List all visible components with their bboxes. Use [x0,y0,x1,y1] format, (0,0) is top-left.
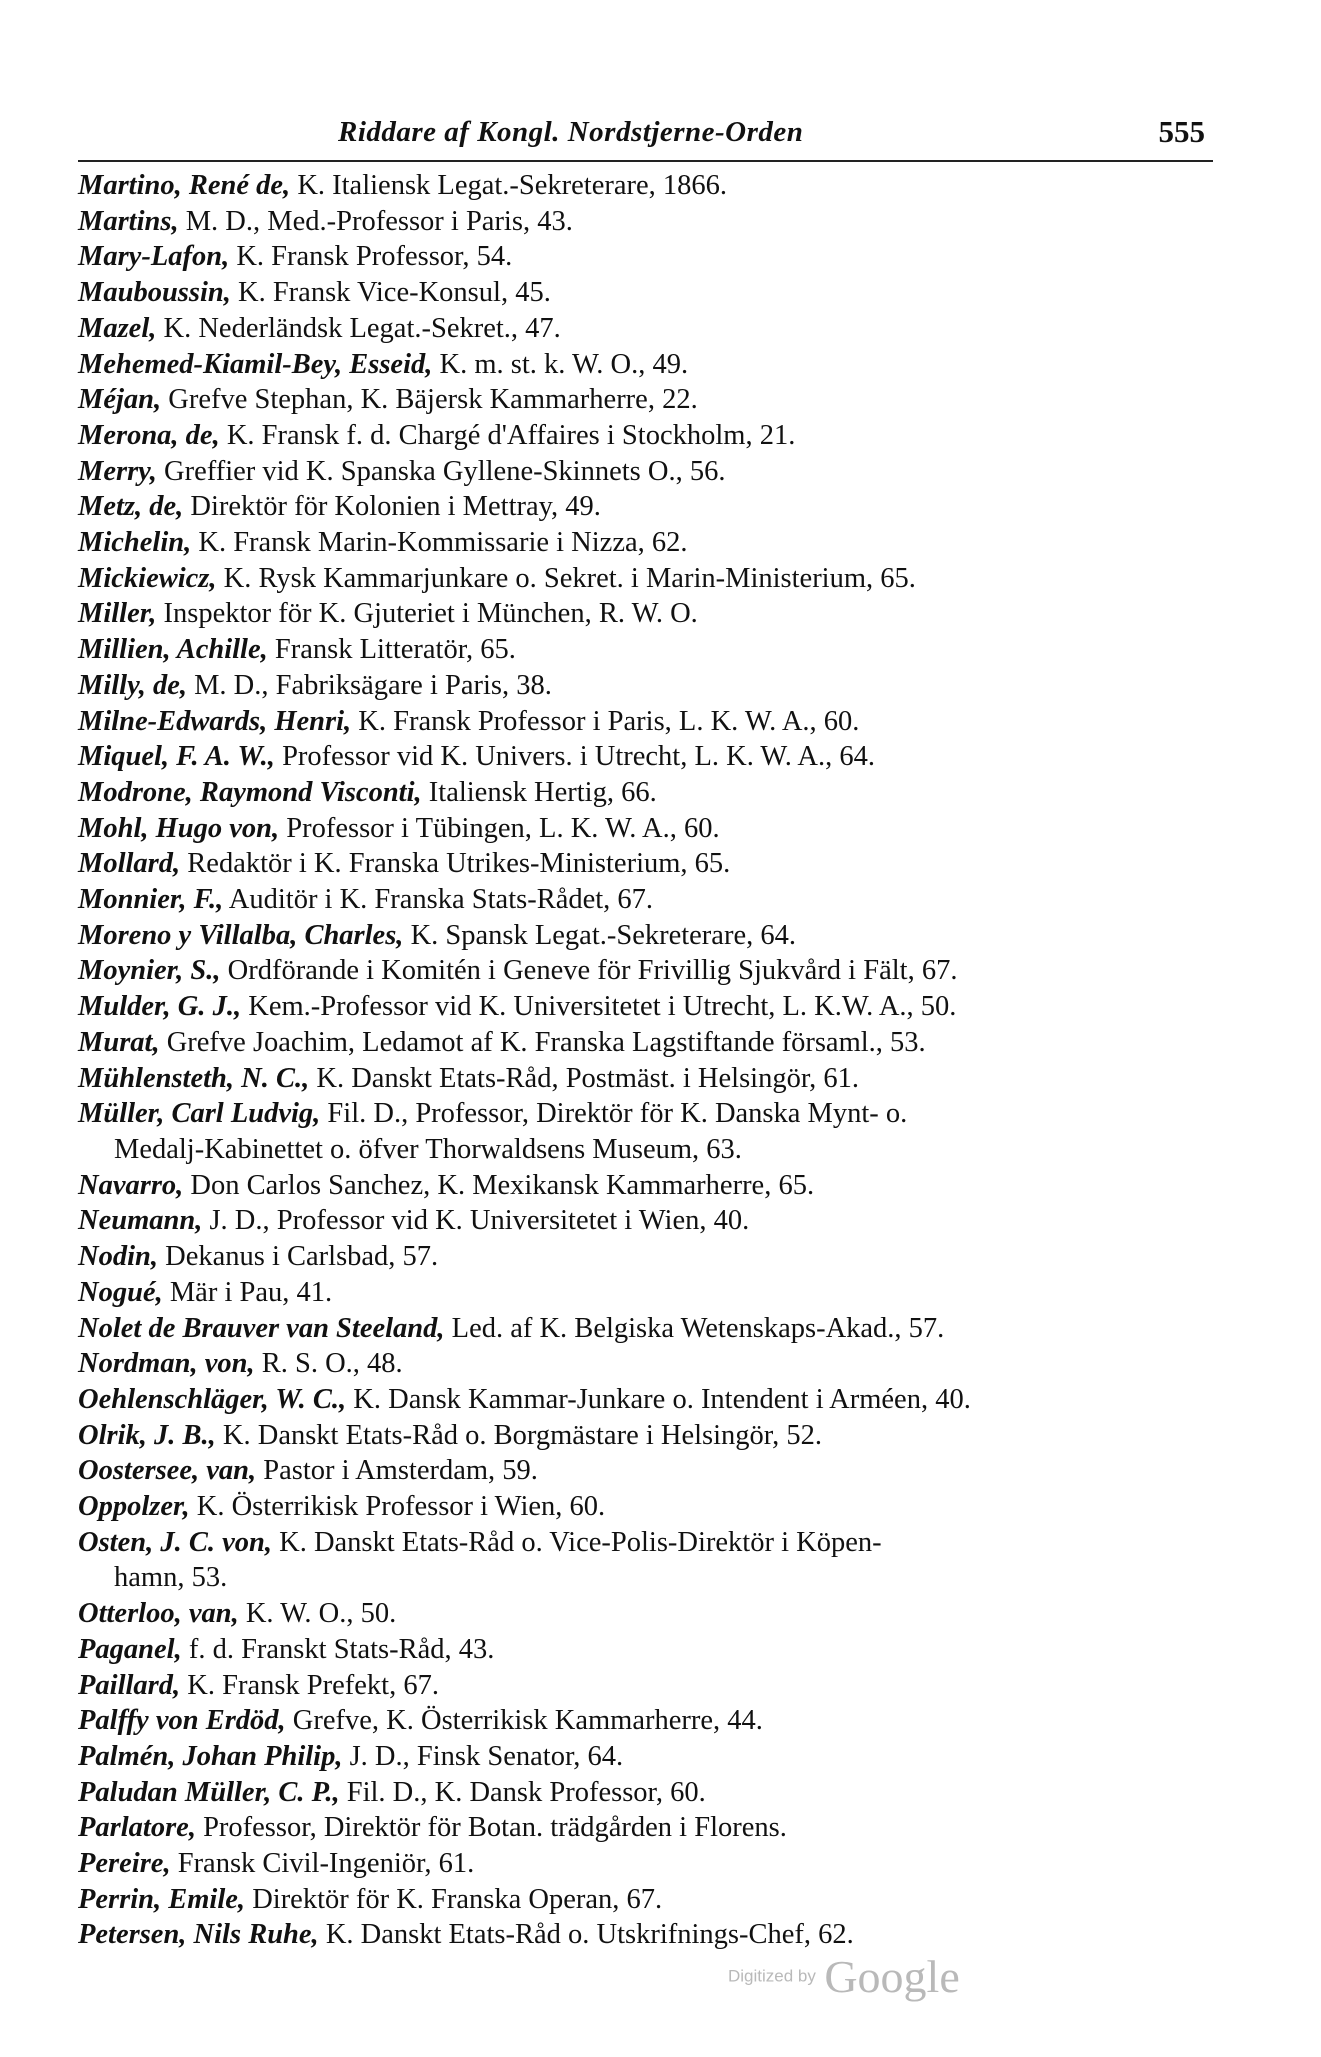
entry [78,1632,1213,1668]
entry [78,989,1213,1025]
entry-name: Nordman, von, [78,1348,255,1380]
entry [78,1810,1213,1846]
entry-text: K. Fransk Professor, 54. [229,241,513,273]
entry-text: Grefve, K. Österrikisk Kammarherre, 44. [285,1705,763,1737]
entry-list [78,168,1213,1953]
entry [78,275,1213,311]
entry-text: Professor i Tübingen, L. K. W. A., 60. [279,812,720,844]
entry-name: Merry, [78,455,157,487]
entry [78,1061,1213,1097]
entry [78,953,1213,989]
entry [78,882,1213,918]
entry [78,1203,1213,1239]
entry [78,1703,1213,1739]
entry [78,596,1213,632]
entry-name: Miller, [78,598,157,630]
entry [78,489,1213,525]
entry [78,1668,1213,1704]
entry-name: Pereire, [78,1848,171,1880]
entry-name: Moynier, S., [78,955,221,987]
entry-text: Redaktör i K. Franska Utrikes-Ministerium, 65. [180,848,731,880]
entry [78,561,1213,597]
entry-text: Professor, Direktör för Botan. trädgården i Florens. [195,1812,787,1844]
entry [78,1239,1213,1275]
entry-text: Ordförande i Komitén i Geneve för Frivillig Sjukvård i Fält, 67. [220,955,958,987]
entry-name: Millien, Achille, [78,634,268,666]
entry-name: Milly, de, [78,669,187,701]
entry-text: R. S. O., 48. [254,1348,403,1380]
entry-text: K. Nederländsk Legat.-Sekret., 47. [156,312,561,344]
entry-text: K. Fransk f. d. Chargé d'Affaires i Stockholm, 21. [219,419,796,451]
entry-text: K. Danskt Etats-Råd o. Vice-Polis-Direktör i Köpen- [271,1526,882,1558]
entry-text: Dekanus i Carlsbad, 57. [157,1241,439,1273]
entry-name: Müller, Carl Ludvig, [78,1098,321,1130]
entry [78,347,1213,383]
entry-name: Mauboussin, [78,277,231,309]
entry [78,454,1213,490]
entry-text: Fil. D., Professor, Direktör för K. Danska Mynt- o. [320,1098,908,1130]
entry-text: M. D., Med.-Professor i Paris, 43. [178,205,573,237]
entry [78,1882,1213,1918]
entry-name: Méjan, [78,384,162,416]
entry-name: Mickiewicz, [78,562,217,594]
entry [78,204,1213,240]
entry [78,1775,1213,1811]
book-page [78,110,1213,1953]
entry-text: Kem.-Professor vid K. Universitetet i Utrecht, L. K.W. A., 50. [241,991,957,1023]
entry-name: Nolet de Brauver van Steeland, [78,1312,445,1344]
entry-name: Mehemed-Kiamil-Bey, Esseid, [78,348,433,380]
entry-name: Petersen, Nils Ruhe, [78,1919,319,1951]
entry-continuation: hamn, 53. [114,1562,228,1594]
entry-name: Milne-Edwards, Henri, [78,705,352,737]
entry-name: Merona, de, [78,419,220,451]
entry [78,418,1213,454]
entry-text: Professor vid K. Univers. i Utrecht, L. K. W. A., 64. [274,741,875,773]
entry-name: Paillard, [78,1669,181,1701]
entry-name: Mazel, [78,312,157,344]
entry-text: Fil. D., K. Dansk Professor, 60. [339,1776,706,1808]
entry [78,1739,1213,1775]
entry-text: K. Fransk Vice-Konsul, 45. [230,277,551,309]
entry [78,1346,1213,1382]
entry-name: Mulder, G. J., [78,991,242,1023]
entry-text: Fransk Civil-Ingeniör, 61. [170,1848,475,1880]
entry [78,1917,1213,1953]
entry [78,1382,1213,1418]
entry [78,239,1213,275]
entry-name: Mohl, Hugo von, [78,812,280,844]
entry-text: Grefve Joachim, Ledamot af K. Franska Lagstiftande församl., 53. [159,1026,926,1058]
entry-text: Don Carlos Sanchez, K. Mexikansk Kammarherre, 65. [183,1169,815,1201]
entry-text: K. W. O., 50. [238,1598,397,1630]
entry-text: Grefve Stephan, K. Bäjersk Kammarherre, 22. [161,384,698,416]
entry [78,1489,1213,1525]
entry [78,1096,1213,1167]
entry-text: Direktör för Kolonien i Mettray, 49. [183,491,601,523]
entry-text: Italiensk Hertig, 66. [421,776,657,808]
entry-name: Navarro, [78,1169,184,1201]
entry-text: K. Rysk Kammarjunkare o. Sekret. i Marin-Ministerium, 65. [216,562,916,594]
entry-text: K. Italiensk Legat.-Sekreterare, 1866. [290,170,728,201]
google-logo: Google [824,1951,960,2002]
entry-text: J. D., Finsk Senator, 64. [342,1740,624,1772]
entry [78,704,1213,740]
entry [78,739,1213,775]
entry-name: Oehlenschläger, W. C., [78,1383,347,1415]
entry-text: K. Danskt Etats-Råd o. Utskrifnings-Chef, 62. [318,1919,854,1951]
entry-text: Inspektor för K. Gjuteriet i München, R. W. O. [156,598,698,630]
entry [78,1275,1213,1311]
entry-name: Olrik, J. B., [78,1419,216,1451]
entry-text: K. Fransk Prefekt, 67. [180,1669,439,1701]
entry [78,1596,1213,1632]
entry-text: Auditör i K. Franska Stats-Rådet, 67. [223,884,654,916]
entry [78,668,1213,704]
entry-name: Mollard, [78,848,181,880]
entry-text: K. Dansk Kammar-Junkare o. Intendent i Arméen, 40. [346,1383,971,1415]
entry-name: Miquel, F. A. W., [78,741,275,773]
entry-name: Moreno y Villalba, Charles, [78,919,404,951]
entry-text: K. Österrikisk Professor i Wien, 60. [189,1491,606,1523]
entry-name: Mary-Lafon, [78,241,230,273]
entry-text: K. Fransk Marin-Kommissarie i Nizza, 62. [191,527,688,559]
entry [78,811,1213,847]
entry-text: Greffier vid K. Spanska Gyllene-Skinnets O., 56. [156,455,726,487]
entry-name: Nodin, [78,1241,158,1273]
entry [78,775,1213,811]
entry [78,1418,1213,1454]
entry-continuation: Medalj-Kabinettet o. öfver Thorwaldsens Museum, 63. [114,1133,742,1165]
entry-name: Nogué, [78,1276,163,1308]
entry [78,168,1213,204]
entry-text: Led. af K. Belgiska Wetenskaps-Akad., 57. [444,1312,945,1344]
entry-name: Metz, de, [78,491,184,523]
entry-name: Oppolzer, [78,1491,190,1523]
entry-text: J. D., Professor vid K. Universitetet i Wien, 40. [202,1205,750,1237]
entry [78,1025,1213,1061]
entry-name: Modrone, Raymond Visconti, [78,776,422,808]
page-number: 555 [1158,114,1205,149]
entry-text: f. d. Franskt Stats-Råd, 43. [181,1633,495,1665]
entry-name: Martino, René de, [78,170,291,201]
entry [78,1846,1213,1882]
entry [78,1525,1213,1596]
entry-name: Monnier, F., [78,884,224,916]
entry-name: Michelin, [78,527,192,559]
running-head [78,110,1213,162]
entry-text: K. Danskt Etats-Råd o. Borgmästare i Helsingör, 52. [215,1419,823,1451]
entry-text: K. Danskt Etats-Råd, Postmäst. i Helsingör, 61. [309,1062,860,1094]
entry [78,1311,1213,1347]
entry-name: Palffy von Erdöd, [78,1705,286,1737]
digitized-by-watermark [728,1950,960,2003]
entry-name: Osten, J. C. von, [78,1526,272,1558]
entry-text: Mär i Pau, 41. [162,1276,333,1308]
entry-text: K. m. st. k. W. O., 49. [432,348,689,380]
entry-name: Murat, [78,1026,160,1058]
entry-name: Paludan Müller, C. P., [78,1776,340,1808]
entry-text: K. Spansk Legat.-Sekreterare, 64. [403,919,796,951]
running-head-title: Riddare af Kongl. Nordstjerne-Orden [338,116,804,148]
entry-name: Paganel, [78,1633,182,1665]
entry [78,1453,1213,1489]
entry-name: Oostersee, van, [78,1455,257,1487]
entry-text: K. Fransk Professor i Paris, L. K. W. A., 60. [351,705,860,737]
entry [78,311,1213,347]
entry [78,382,1213,418]
digitized-label: Digitized by [728,1966,816,1986]
entry [78,918,1213,954]
entry-name: Mühlensteth, N. C., [78,1062,310,1094]
entry [78,846,1213,882]
entry [78,525,1213,561]
entry-text: Fransk Litteratör, 65. [267,634,516,666]
entry-name: Otterloo, van, [78,1598,239,1630]
entry-text: Pastor i Amsterdam, 59. [256,1455,538,1487]
entry-name: Neumann, [78,1205,203,1237]
entry-name: Palmén, Johan Philip, [78,1740,343,1772]
entry-name: Perrin, Emile, [78,1883,246,1915]
entry [78,1168,1213,1204]
entry [78,632,1213,668]
entry-text: Direktör för K. Franska Operan, 67. [245,1883,663,1915]
entry-name: Parlatore, [78,1812,196,1844]
entry-name: Martins, [78,205,179,237]
entry-text: M. D., Fabriksägare i Paris, 38. [186,669,552,701]
